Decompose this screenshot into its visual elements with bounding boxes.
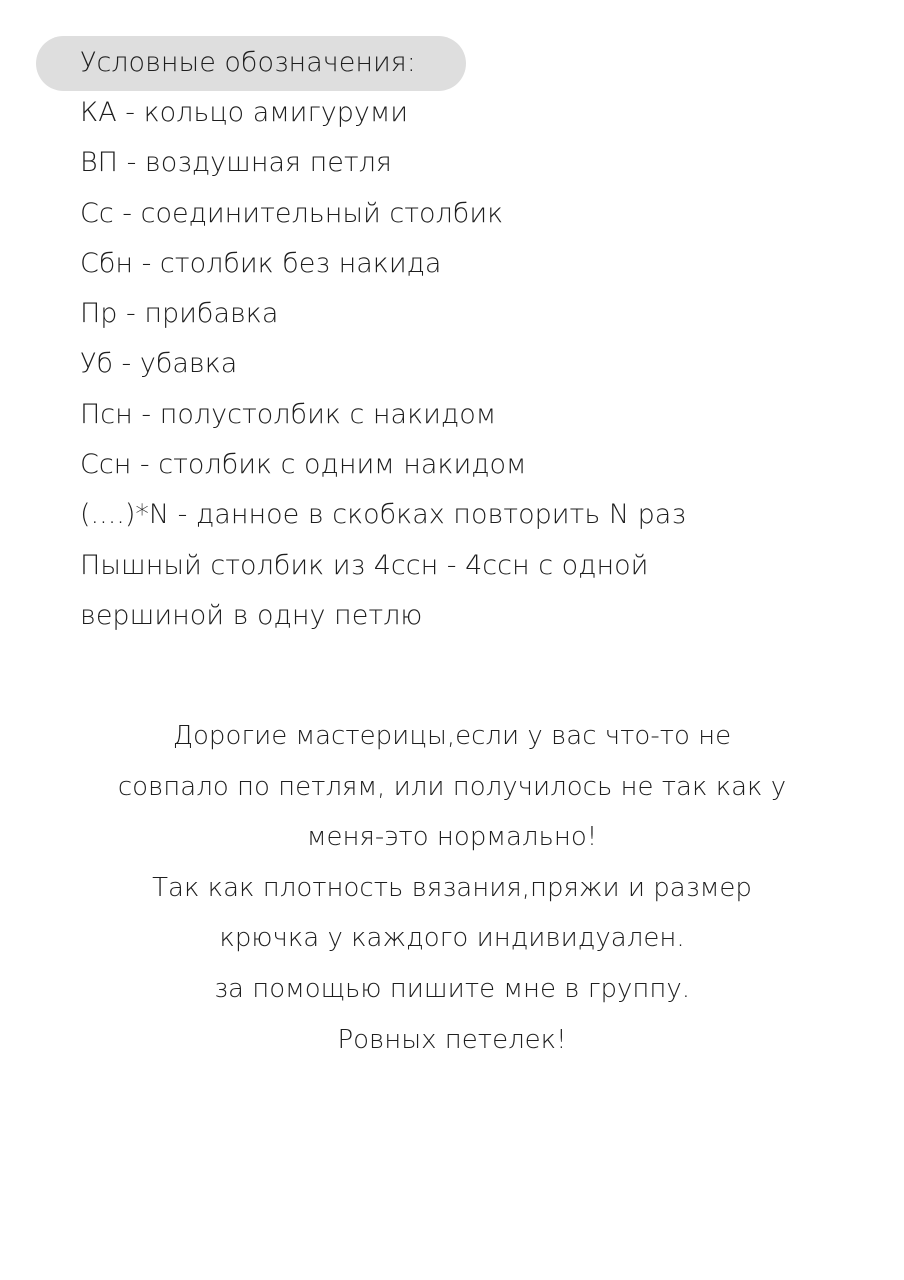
legend-item-sbn: Сбн - столбик без накида bbox=[80, 247, 442, 279]
note-line: совпало по петлям, или получилось не так как у bbox=[117, 771, 787, 802]
note-line: за помощью пишите мне в группу. bbox=[213, 973, 691, 1004]
note-line: Дорогие мастерицы,если у вас что-то не bbox=[172, 721, 732, 751]
note-line: Так как плотность вязания,пряжи и размер bbox=[152, 872, 752, 903]
note-sign-off: Ровных петелек! bbox=[337, 1024, 567, 1055]
legend-item-ub: Уб - убавка bbox=[80, 348, 238, 380]
legend-item-ss: Сс - соединительный столбик bbox=[80, 197, 504, 229]
legend-item-ka: КА - кольцо амигуруми bbox=[80, 97, 408, 128]
note-line: меня-это нормально! bbox=[306, 822, 598, 853]
legend-item-ssn: Ссн - столбик с одним накидом bbox=[80, 449, 527, 481]
legend-title: Условные обозначения: bbox=[80, 47, 416, 78]
legend-list bbox=[80, 88, 686, 641]
legend-item-psn: Псн - полустолбик с накидом bbox=[80, 398, 497, 430]
legend-item-puff-stitch: Пышный столбик из 4ссн - 4ссн с одной bbox=[80, 549, 649, 581]
legend-item-puff-stitch-cont: вершиной в одну петлю bbox=[80, 599, 423, 631]
legend-item-pr: Пр - прибавка bbox=[80, 298, 279, 330]
legend-item-repeat: (....)*N - данное в скобках повторить N раз bbox=[80, 499, 686, 531]
author-note bbox=[0, 711, 904, 1065]
note-line: крючка у каждого индивидуален. bbox=[219, 923, 685, 954]
legend-item-vp: ВП - воздушная петля bbox=[80, 147, 392, 179]
